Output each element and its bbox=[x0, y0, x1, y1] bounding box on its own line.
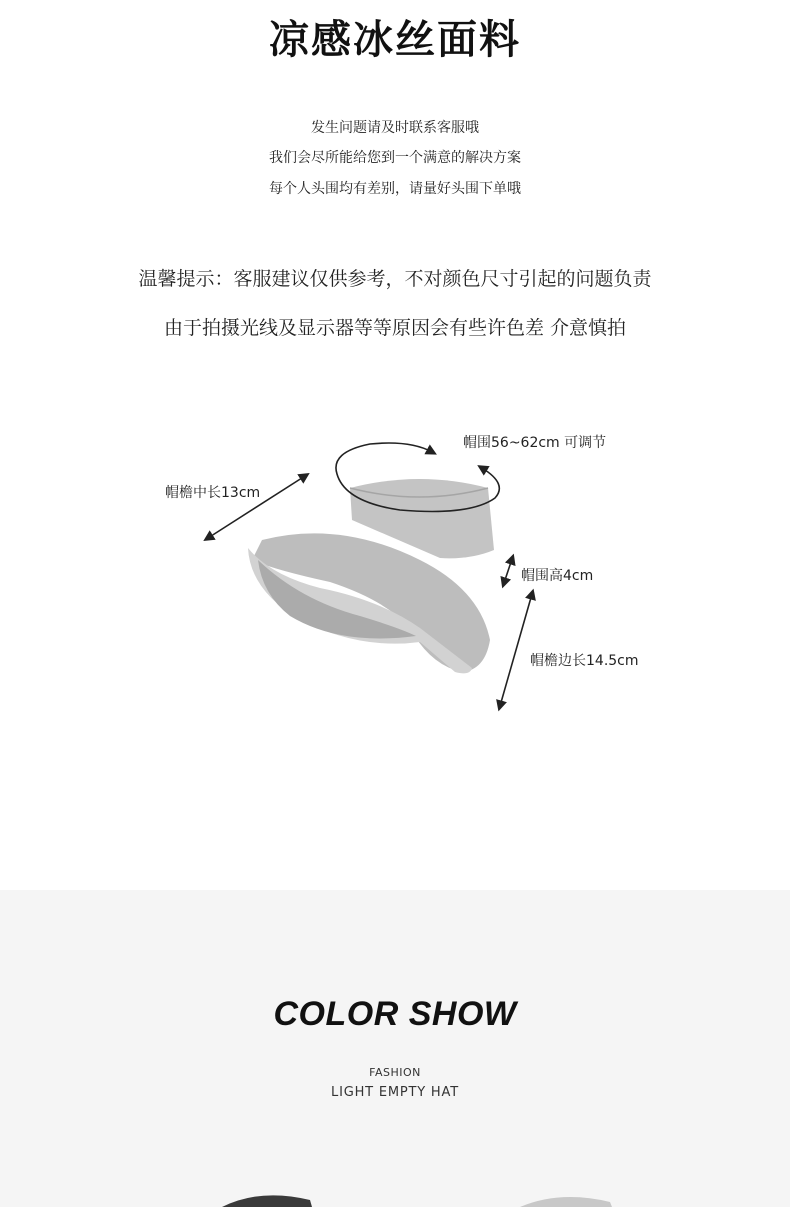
fashion-subtitle: FASHION bbox=[369, 1066, 421, 1079]
brim-side-arrow bbox=[500, 594, 532, 706]
height-arrow bbox=[504, 559, 512, 583]
service-note-2: 我们会尽所能给您到一个满意的解决方案 bbox=[269, 150, 521, 166]
dark-hat-preview bbox=[222, 1195, 312, 1207]
color-show-section bbox=[0, 890, 790, 1207]
color-difference-tip: 由于拍摄光线及显示器等等原因会有些许色差 介意慎拍 bbox=[163, 317, 627, 339]
light-empty-hat-subtitle: LIGHT EMPTY HAT bbox=[331, 1085, 459, 1100]
hat-illustration bbox=[0, 400, 790, 730]
circumference-label: 帽围56~62cm 可调节 bbox=[463, 435, 607, 451]
hat-size-diagram bbox=[0, 400, 790, 730]
hat-preview-tops bbox=[0, 1190, 790, 1207]
brim-middle-label: 帽檐中长13cm bbox=[165, 485, 261, 501]
service-note-1: 发生问题请及时联系客服哦 bbox=[311, 120, 479, 136]
light-hat-preview bbox=[520, 1197, 612, 1207]
service-note-3: 每个人头围均有差别，请量好头围下单哦 bbox=[269, 181, 521, 197]
height-label: 帽围高4cm bbox=[521, 568, 594, 584]
color-show-title: COLOR SHOW bbox=[273, 995, 517, 1033]
page-title: 凉感冰丝面料 bbox=[269, 17, 521, 63]
brim-side-label: 帽檐边长14.5cm bbox=[530, 653, 639, 669]
warm-tip: 温馨提示：客服建议仅供参考，不对颜色尺寸引起的问题负责 bbox=[138, 268, 652, 290]
